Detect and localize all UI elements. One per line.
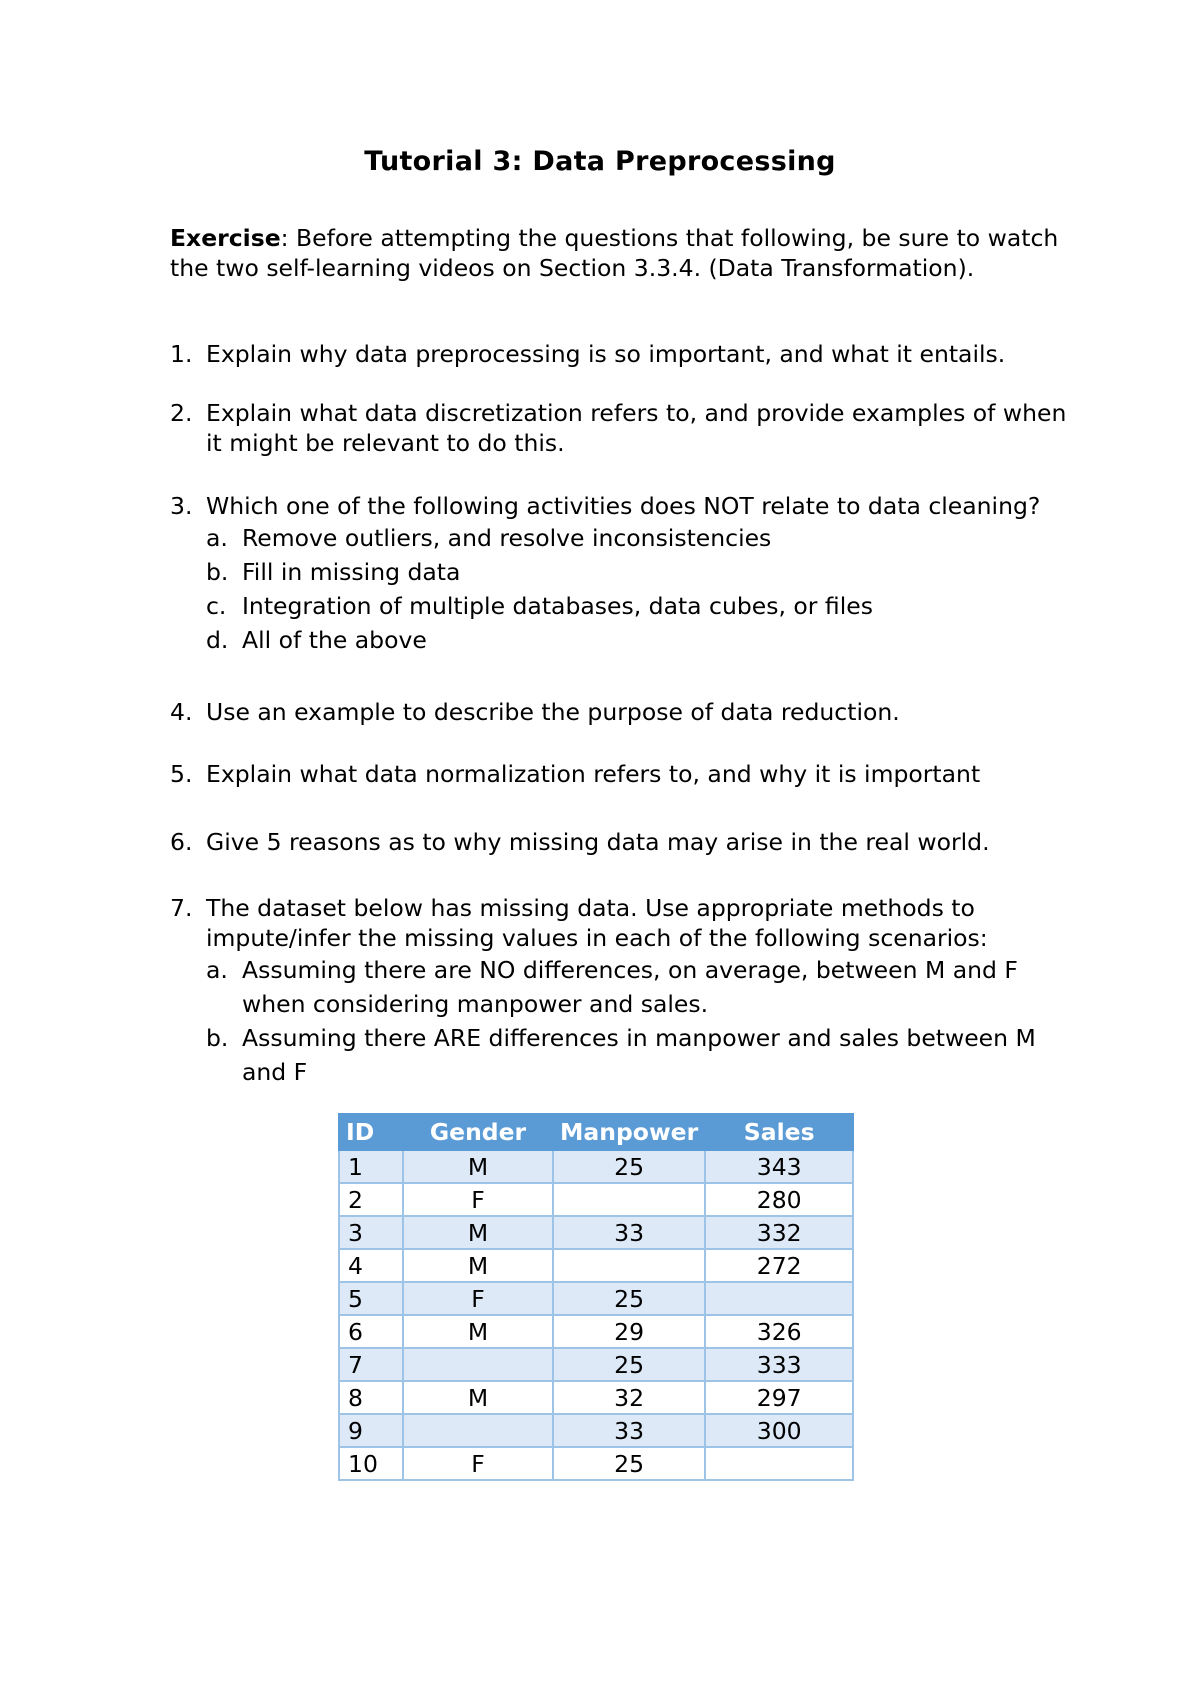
cell-id: 3 [339,1216,403,1249]
page-title: Tutorial 3: Data Preprocessing [364,146,836,177]
question-3 [170,491,1080,657]
option-a [206,521,1080,555]
option-text: Assuming there ARE differences in manpower and sales between M and F [242,1024,1036,1086]
question-text: Explain why data preprocessing is so important, and what it entails. [206,340,1006,368]
cell-gender: F [403,1447,553,1480]
cell-sales: 300 [705,1414,853,1447]
option-text: Integration of multiple databases, data cubes, or files [242,592,873,620]
table-row [339,1216,853,1249]
cell-id: 8 [339,1381,403,1414]
exercise-intro [170,223,1070,283]
cell-sales [705,1282,853,1315]
cell-gender [403,1348,553,1381]
cell-gender [403,1414,553,1447]
exercise-text: : Before attempting the questions that following, be sure to watch the two self-learning videos on Section 3.3.4. (Data Transformation). [170,224,1059,282]
option-d [206,623,1080,657]
cell-manpower [553,1249,705,1282]
option-text: Remove outliers, and resolve inconsistencies [242,524,772,552]
question-7 [170,893,1080,1089]
cell-id: 6 [339,1315,403,1348]
question-number: 1. [170,340,193,368]
column-header-id: ID [339,1114,403,1150]
option-text: Assuming there are NO differences, on average, between M and F when considering manpower and sales. [242,956,1018,1018]
question-text: Explain what data discretization refers to, and provide examples of when it might be relevant to do this. [206,399,1067,457]
question-number: 7. [170,894,193,922]
cell-manpower: 25 [553,1282,705,1315]
question-number: 6. [170,828,193,856]
table-row [339,1183,853,1216]
cell-manpower: 29 [553,1315,705,1348]
column-header-manpower: Manpower [553,1114,705,1150]
option-letter: c. [206,592,227,620]
cell-manpower: 25 [553,1150,705,1183]
cell-id: 1 [339,1150,403,1183]
cell-id: 10 [339,1447,403,1480]
cell-sales: 297 [705,1381,853,1414]
option-b [206,1021,1080,1089]
table-row [339,1150,853,1183]
table-row [339,1381,853,1414]
question-1 [170,339,1080,369]
option-a [206,953,1080,1021]
question-number: 4. [170,698,193,726]
question-4 [170,697,1080,727]
cell-sales: 343 [705,1150,853,1183]
option-letter: a. [206,956,228,984]
option-letter: d. [206,626,229,654]
option-letter: b. [206,1024,229,1052]
option-text: All of the above [242,626,427,654]
question-text: Give 5 reasons as to why missing data may arise in the real world. [206,828,990,856]
cell-sales: 333 [705,1348,853,1381]
question-2 [170,398,1080,458]
cell-gender: M [403,1315,553,1348]
cell-gender: M [403,1216,553,1249]
question-text: Which one of the following activities does NOT relate to data cleaning? [206,492,1041,520]
dataset-table [338,1113,854,1481]
question-text: Explain what data normalization refers to, and why it is important [206,760,981,788]
option-letter: b. [206,558,229,586]
cell-manpower: 25 [553,1348,705,1381]
question-6 [170,827,1080,857]
column-header-gender: Gender [403,1114,553,1150]
cell-sales: 280 [705,1183,853,1216]
cell-sales [705,1447,853,1480]
cell-sales: 272 [705,1249,853,1282]
option-letter: a. [206,524,228,552]
table-row [339,1282,853,1315]
cell-manpower: 33 [553,1414,705,1447]
cell-gender: F [403,1183,553,1216]
exercise-label: Exercise [170,224,281,252]
cell-id: 5 [339,1282,403,1315]
option-text: Fill in missing data [242,558,461,586]
column-header-sales: Sales [705,1114,853,1150]
option-c [206,589,1080,623]
cell-manpower [553,1183,705,1216]
table-row [339,1447,853,1480]
cell-manpower: 25 [553,1447,705,1480]
cell-gender: F [403,1282,553,1315]
option-b [206,555,1080,589]
cell-gender: M [403,1150,553,1183]
cell-gender: M [403,1249,553,1282]
question-text: Use an example to describe the purpose of data reduction. [206,698,900,726]
question-text: The dataset below has missing data. Use appropriate methods to impute/infer the missing values in each of the following scenarios: [206,894,988,952]
question-5 [170,759,1080,789]
cell-gender: M [403,1381,553,1414]
cell-manpower: 32 [553,1381,705,1414]
table-row [339,1414,853,1447]
table-row [339,1348,853,1381]
cell-sales: 332 [705,1216,853,1249]
question-number: 2. [170,399,193,427]
question-number: 5. [170,760,193,788]
cell-id: 2 [339,1183,403,1216]
table-header-row [339,1114,853,1150]
cell-id: 7 [339,1348,403,1381]
cell-manpower: 33 [553,1216,705,1249]
table-row [339,1315,853,1348]
cell-sales: 326 [705,1315,853,1348]
cell-id: 4 [339,1249,403,1282]
cell-id: 9 [339,1414,403,1447]
table-row [339,1249,853,1282]
question-number: 3. [170,492,193,520]
